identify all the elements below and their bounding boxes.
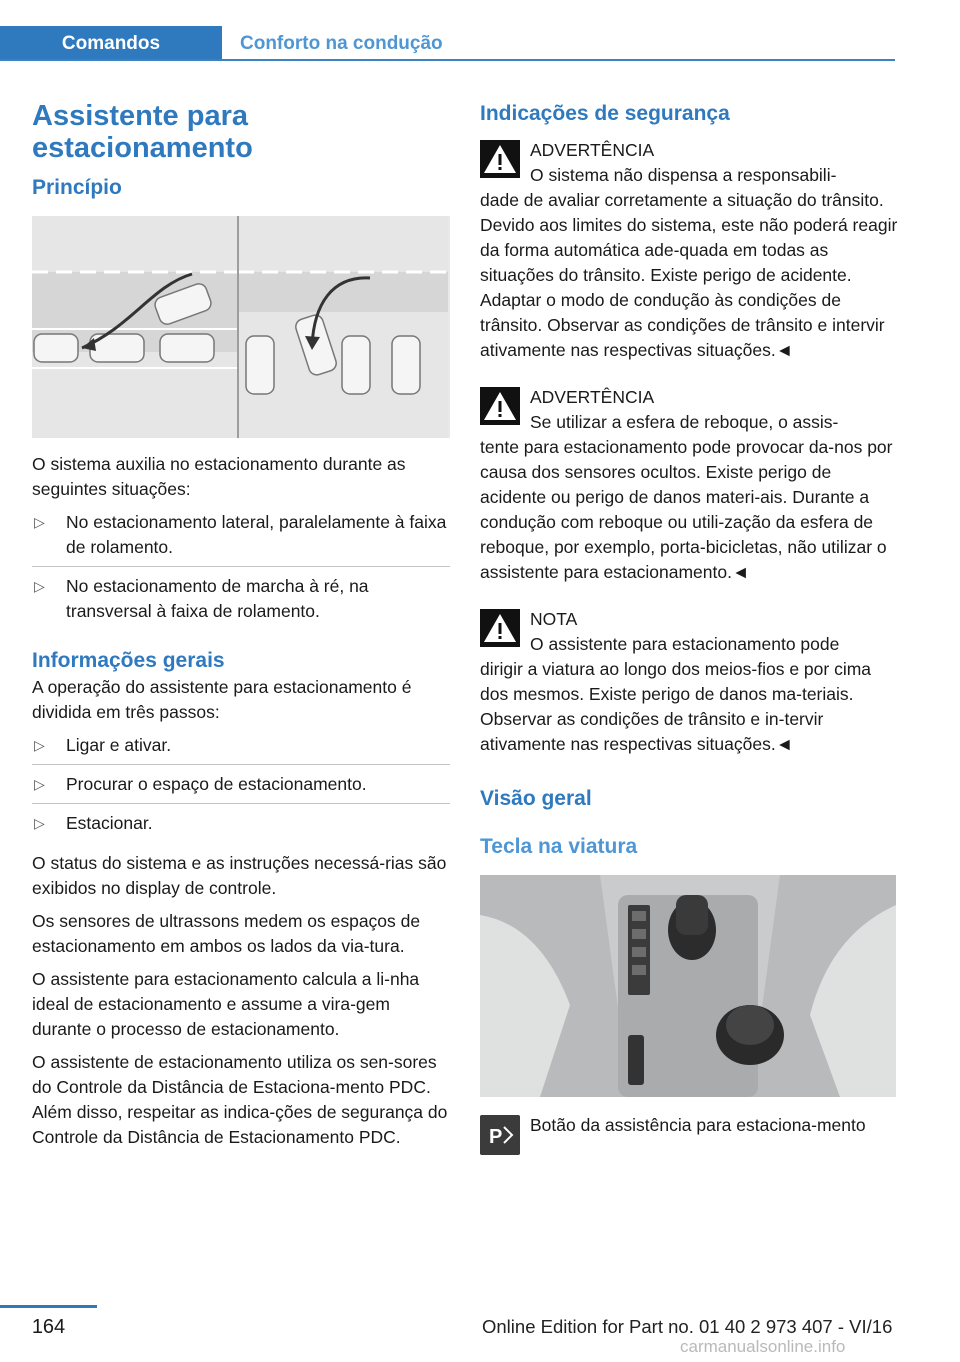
general-heading: Informações gerais — [32, 649, 225, 672]
section-tab-comandos[interactable]: Comandos — [0, 26, 222, 61]
watermark: carmanualsonline.info — [680, 1337, 846, 1356]
warning-label: ADVERTÊNCIA — [530, 387, 655, 407]
svg-text:P: P — [489, 1126, 503, 1148]
left-column — [32, 100, 450, 1158]
note-text: dirigir a viatura ao longo dos meios-fios e por cima dos mesmos. Existe perigo de danos ma-teriais. Observar as condições de trânsito e in-tervir ativamente nas respectivas situações.◄ — [480, 659, 872, 754]
paragraph-status: O status do sistema e as instruções necessá-rias são exibidos no display de controle. — [32, 853, 447, 898]
paragraph-sensors: Os sensores de ultrassons medem os espaços de estacionamento em ambos os lados da via-tura. — [32, 911, 421, 956]
list-item: ▷ No estacionamento de marcha à ré, na transversal à faixa de rolamento. — [34, 576, 369, 621]
safety-heading: Indicações de segurança — [480, 102, 730, 125]
warning-block — [480, 385, 898, 585]
header-rule — [0, 59, 895, 61]
warning-block — [480, 138, 898, 363]
parking-scenarios-illustration — [32, 216, 448, 438]
parking-button-caption — [480, 1113, 898, 1155]
triangle-bullet-icon: ▷ — [34, 578, 45, 594]
warning-text: dade de avaliar corretamente a situação do trânsito. Devido aos limites do sistema, este não poderá reagir da forma automática ade-quada em todas as situações do trânsito. Existe perigo de acidente. Adaptar o modo de condução às condições de trânsito. Observar as condições de trânsito e intervir ativamente nas respectivas situações.◄ — [480, 190, 898, 360]
list-item: ▷ Ligar e ativar. — [32, 733, 450, 765]
warning-triangle-icon — [480, 387, 520, 425]
warning-first-line: Se utilizar a esfera de reboque, o assis- — [530, 412, 839, 432]
steps-list — [32, 733, 450, 843]
footer-rule — [0, 1305, 97, 1308]
console-photo — [480, 875, 896, 1097]
note-label: NOTA — [530, 609, 578, 629]
edition-note: Online Edition for Part no. 01 40 2 973 407 - VI/16 — [482, 1316, 893, 1337]
general-intro: A operação do assistente para estacionamento é dividida em três passos: — [32, 677, 412, 722]
parking-diagram — [32, 216, 450, 438]
page-title: Assistente para estacionamento — [32, 100, 253, 164]
right-column — [480, 100, 898, 1155]
principle-heading: Princípio — [32, 176, 122, 199]
page-header — [0, 26, 895, 62]
triangle-bullet-icon: ▷ — [34, 737, 45, 753]
button-heading: Tecla na viatura — [480, 835, 638, 858]
warning-first-line: O sistema não dispensa a responsabili- — [530, 165, 837, 185]
parking-assist-button-icon — [480, 1115, 520, 1155]
center-console-illustration — [480, 875, 896, 1097]
triangle-bullet-icon: ▷ — [34, 815, 45, 831]
paragraph-ideal-line: O assistente para estacionamento calcula a li-nha ideal de estacionamento e assume a vira-gem durante o processo de estacionamento. — [32, 969, 420, 1039]
note-first-line: O assistente para estacionamento pode — [530, 634, 840, 654]
paragraph-pdc: O assistente de estacionamento utiliza os sen-sores do Controle da Distância de Estaciona-mento PDC. Além disso, respeitar as indica-ções de segurança do Controle da Distância de Estacionamento PDC. — [32, 1052, 448, 1147]
overview-heading: Visão geral — [480, 787, 592, 810]
triangle-bullet-icon: ▷ — [34, 514, 45, 530]
parking-button-label: Botão da assistência para estaciona-mento — [530, 1115, 866, 1135]
list-item: ▷ Procurar o espaço de estacionamento. — [32, 772, 450, 804]
page-number: 164 — [31, 1316, 66, 1338]
triangle-bullet-icon: ▷ — [34, 776, 45, 792]
warning-triangle-icon — [480, 140, 520, 178]
warning-label: ADVERTÊNCIA — [530, 140, 655, 160]
warning-triangle-icon — [480, 609, 520, 647]
list-item: ▷ Estacionar. — [32, 811, 450, 843]
intro-text: O sistema auxilia no estacionamento durante as seguintes situações: — [32, 454, 406, 499]
warning-text: tente para estacionamento pode provocar da-nos por causa dos sensores ocultos. Existe perigo de acidente ou perigo de danos materi-ais. Durante a condução com reboque ou utili-zação da esfera de reboque, por exemplo, porta-bicicletas, não utilizar o assistente para estacionamento.◄ — [480, 437, 893, 582]
list-item: ▷ No estacionamento lateral, paralelamente à faixa de rolamento. — [32, 510, 450, 567]
situations-list — [32, 510, 450, 631]
section-tab-conforto[interactable]: Conforto na condução — [240, 32, 443, 54]
note-block — [480, 607, 898, 757]
